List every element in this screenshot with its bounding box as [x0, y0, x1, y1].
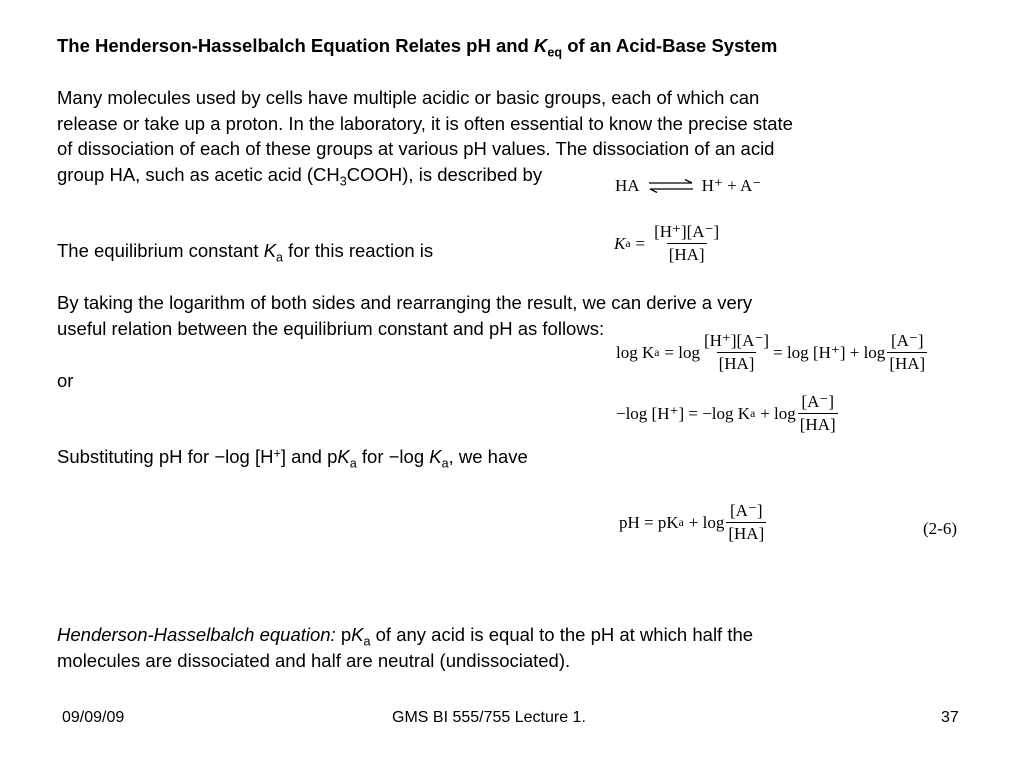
ka-formula: K a = $\frac{[H^+][A^-]}{[HA]}$ — [614, 222, 720, 264]
neg-log-fraction: $\frac{[A^-]}{[HA]}$ — [799, 392, 836, 434]
hh-definition-line-2: molecules are dissociated and half are neutral (undissociated). — [57, 649, 571, 671]
intro-line-1: Many molecules used by cells have multiple acidic or basic groups, each of which can — [57, 87, 760, 108]
intro-line-2: release or take up a proton. In the laboratory, it is often essential to know the precise state — [57, 112, 793, 134]
derivation-line-2: useful relation between the equilibrium constant and pH as follows: — [57, 317, 605, 339]
derivation-line-1: By taking the logarithm of both sides and rearranging the result, we can derive a very — [57, 292, 753, 313]
footer-course: GMS BI 555/755 Lecture 1. — [392, 709, 586, 726]
footer-date: 09/09/09 — [62, 709, 125, 726]
or-text: or — [57, 370, 74, 391]
ka-fraction: $\frac{[H^+][A^-]}{[HA]}$ — [654, 222, 720, 264]
log-ka-formula: log K a = log $\frac{[H^+][A^-]}{[HA]}$ = log [H⁺] + log $\frac{[A^-]}{[HA]}$ — [616, 331, 926, 373]
footer-page-number: 37 — [941, 709, 959, 726]
ph-fraction: $\frac{[A^-]}{[HA]}$ — [728, 501, 765, 543]
equilibrium-constant-text: The equilibrium constant $K_a$ for this reaction is — [57, 240, 434, 265]
equation-number: (2-6) — [923, 519, 957, 538]
henderson-hasselbalch-formula: pH = pK a + log $\frac{[A^-]}{[HA]}$ — [619, 501, 765, 543]
substitution-text: Substituting pH for −log [H+] and $pK_a$ for −log $K_a$, we have — [57, 446, 528, 471]
log-ka-fraction-1: $\frac{[H^+][A^-]}{[HA]}$ — [703, 331, 770, 373]
slide-title: The Henderson-Hasselbalch Equation Relates pH and $K_{eq}$ of an Acid-Base System — [57, 35, 778, 60]
hh-definition-line-1: Henderson-Hasselbalch equation: $pK_a$ of any acid is equal to the pH at which half the — [57, 624, 754, 649]
neg-log-formula: −log [H⁺] = −log K a + log $\frac{[A^-]}{[HA]}$ — [616, 392, 836, 434]
equilibrium-arrow-icon — [648, 179, 694, 193]
dissociation-reaction: HA H⁺ + A⁻ — [615, 176, 762, 195]
hh-definition — [57, 622, 753, 673]
log-ka-fraction-2: $\frac{[A^-]}{[HA]}$ — [889, 331, 926, 373]
intro-line-3: of dissociation of each of these groups at various pH values. The dissociation of an acid — [57, 138, 775, 159]
intro-line-4: group HA, such as acetic acid $(CH_3COOH)$, is described by — [57, 163, 543, 188]
